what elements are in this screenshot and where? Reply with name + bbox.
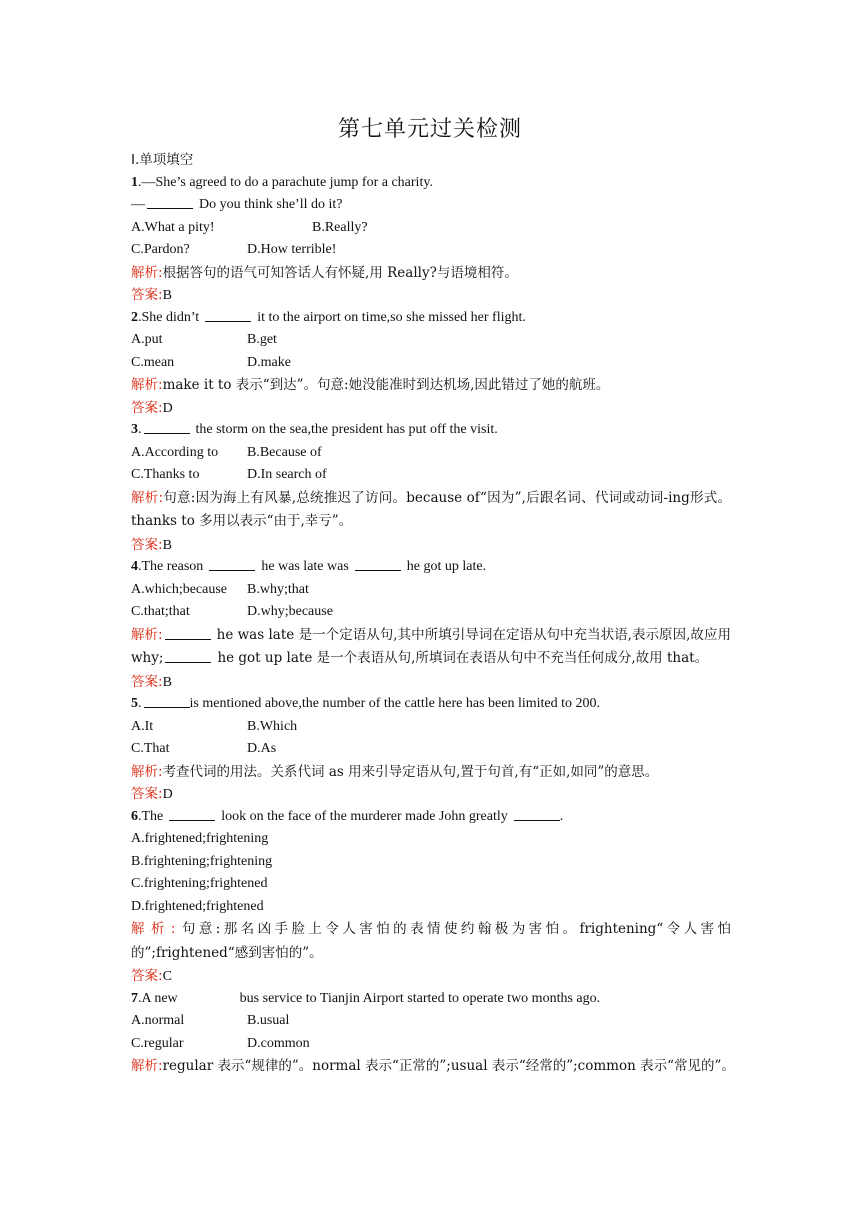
option-b: B.Really? bbox=[312, 219, 368, 235]
option-c: C.that;that bbox=[131, 604, 190, 619]
question-text: .She didn’t bbox=[138, 309, 200, 325]
question-4-explanation bbox=[131, 624, 731, 671]
dash: — bbox=[131, 197, 145, 212]
question-4-stem bbox=[131, 556, 731, 579]
question-7-stem bbox=[131, 988, 731, 1011]
question-text: . bbox=[559, 808, 564, 824]
question-list bbox=[131, 149, 735, 1078]
explanation-text: 句意:因为海上有风暴,总统推迟了访问。because of“因为”,后跟名词、代词或动词-ing形式。thanks to 多用以表示“由于,幸亏”。 bbox=[131, 489, 731, 529]
question-2-stem bbox=[131, 307, 731, 330]
explanation-label: 解析: bbox=[131, 763, 163, 780]
question-text: bus service to Tianjin Airport started to operate two months ago. bbox=[239, 990, 601, 1006]
question-text: .—She’s agreed to do a parachute jump for a charity. bbox=[138, 174, 433, 190]
option-b: B.get bbox=[247, 332, 277, 347]
option-d: D.why;because bbox=[247, 604, 333, 619]
question-text: .The reason bbox=[138, 559, 204, 574]
answer-label: 答案: bbox=[131, 287, 163, 303]
option-b: B.Which bbox=[247, 718, 298, 734]
option-d: D.How terrible! bbox=[247, 242, 337, 257]
option-a: A.which;because bbox=[131, 581, 228, 597]
option-b: B.frightening;frightening bbox=[131, 853, 273, 869]
question-1-answer bbox=[131, 284, 731, 307]
option-c: C.Thanks to bbox=[131, 467, 200, 482]
question-text: is mentioned above,the number of the cattle here has been limited to 200. bbox=[189, 696, 601, 711]
option-d: D.make bbox=[247, 354, 291, 370]
question-4-answer bbox=[131, 671, 731, 694]
answer-value: B bbox=[162, 674, 172, 690]
option-d: D.As bbox=[247, 741, 277, 756]
question-7-explanation bbox=[131, 1055, 735, 1078]
option-a: A.put bbox=[131, 332, 163, 347]
question-number: 7 bbox=[131, 990, 138, 1006]
question-6-option-b bbox=[131, 851, 731, 874]
option-b: B.usual bbox=[247, 1013, 290, 1028]
question-text: the storm on the sea,the president has put off the visit. bbox=[195, 422, 498, 437]
question-2-answer bbox=[131, 397, 731, 420]
question-5-explanation bbox=[131, 761, 731, 784]
answer-blank bbox=[355, 556, 401, 571]
question-text: .A new bbox=[138, 990, 178, 1006]
question-5-options-cd bbox=[131, 738, 731, 761]
question-1-stem-line2 bbox=[131, 194, 731, 217]
explanation-label: 解析: bbox=[131, 626, 163, 643]
explanation-text: regular 表示“规律的”。normal 表示“正常的”;usual 表示“经常的”;common 表示“常见的”。 bbox=[162, 1058, 735, 1074]
question-number: 3 bbox=[131, 422, 138, 437]
explanation-label: 解析: bbox=[131, 1058, 163, 1074]
question-text: it to the airport on time,so she missed her flight. bbox=[257, 309, 526, 325]
option-d: D.frightened;frightened bbox=[131, 898, 264, 914]
question-1-explanation bbox=[131, 262, 731, 285]
answer-label: 答案: bbox=[131, 536, 163, 553]
option-b: B.why;that bbox=[247, 581, 309, 597]
question-1-stem bbox=[131, 172, 731, 195]
answer-blank bbox=[169, 806, 215, 821]
option-a: A.What a pity! bbox=[131, 219, 215, 235]
question-6-explanation bbox=[131, 918, 731, 965]
answer-value: D bbox=[162, 787, 173, 802]
question-text: Do you think she’ll do it? bbox=[199, 197, 343, 212]
question-number: 4 bbox=[131, 559, 138, 574]
question-2-explanation bbox=[131, 374, 731, 397]
question-3-options-cd bbox=[131, 464, 731, 487]
question-text: he got up late. bbox=[406, 559, 487, 574]
question-6-option-d bbox=[131, 896, 731, 919]
answer-blank bbox=[147, 194, 193, 209]
question-7-options-cd bbox=[131, 1033, 731, 1056]
answer-blank bbox=[165, 648, 211, 663]
question-4-options-cd bbox=[131, 601, 731, 624]
question-3-stem bbox=[131, 419, 731, 442]
question-text: look on the face of the murderer made John greatly bbox=[221, 808, 508, 824]
option-b: B.Because of bbox=[247, 444, 322, 460]
question-number: 5 bbox=[131, 696, 138, 711]
answer-label: 答案: bbox=[131, 968, 163, 984]
option-c: C.mean bbox=[131, 354, 175, 370]
question-5-answer bbox=[131, 783, 731, 806]
question-text: .The bbox=[138, 808, 164, 824]
question-1-options-cd bbox=[131, 239, 731, 262]
question-text: . bbox=[138, 422, 142, 437]
explanation-text: 根据答句的语气可知答话人有怀疑,用 Really?与语境相符。 bbox=[162, 264, 518, 281]
answer-blank bbox=[514, 806, 560, 821]
option-c: C.frightening;frightened bbox=[131, 876, 268, 891]
section-heading: Ⅰ.单项填空 bbox=[131, 152, 194, 168]
answer-value: C bbox=[162, 969, 172, 984]
explanation-text: he was late 是一个定语从句,其中所填引导词在定语从句中充当状语,表示原因,故应用 why; bbox=[131, 626, 731, 666]
option-a: A.normal bbox=[131, 1013, 185, 1028]
option-c: C.regular bbox=[131, 1035, 184, 1051]
explanation-label: 解析: bbox=[131, 921, 179, 937]
explanation-text: 考查代词的用法。关系代词 as 用来引导定语从句,置于句首,有“正如,如同”的意思。 bbox=[162, 763, 659, 780]
option-a: A.It bbox=[131, 718, 154, 734]
answer-value: B bbox=[162, 537, 172, 553]
explanation-text: 句意:那名凶手脸上令人害怕的表情使约翰极为害怕。frightening“令人害怕的”;frightened“感到害怕的”。 bbox=[131, 921, 731, 961]
answer-label: 答案: bbox=[131, 786, 163, 802]
answer-blank bbox=[144, 693, 190, 708]
question-3-options-ab bbox=[131, 442, 731, 465]
question-text: he was late was bbox=[261, 559, 349, 574]
option-d: D.common bbox=[247, 1035, 310, 1051]
explanation-label: 解析: bbox=[131, 489, 164, 506]
page-title: 第七单元过关检测 bbox=[337, 117, 522, 142]
question-6-answer bbox=[131, 965, 731, 988]
answer-value: D bbox=[162, 400, 173, 416]
answer-label: 答案: bbox=[131, 673, 163, 690]
question-6-stem bbox=[131, 806, 731, 829]
question-4-options-ab bbox=[131, 579, 731, 602]
option-a: A.According to bbox=[131, 444, 219, 460]
answer-value: B bbox=[162, 288, 172, 303]
question-1-options-ab bbox=[131, 217, 731, 240]
question-number: 1 bbox=[131, 174, 138, 190]
question-number: 2 bbox=[131, 309, 138, 325]
question-5-options-ab bbox=[131, 716, 731, 739]
question-6-option-c bbox=[131, 873, 731, 896]
question-text: . bbox=[138, 696, 142, 711]
answer-blank bbox=[209, 556, 255, 571]
explanation-label: 解析: bbox=[131, 264, 163, 281]
answer-blank bbox=[165, 625, 211, 640]
option-d: D.In search of bbox=[247, 467, 327, 482]
question-5-stem bbox=[131, 693, 731, 716]
question-7-options-ab bbox=[131, 1010, 731, 1033]
answer-label: 答案: bbox=[131, 399, 163, 416]
answer-blank bbox=[144, 419, 190, 434]
question-3-explanation bbox=[131, 487, 731, 534]
answer-blank bbox=[205, 307, 251, 322]
question-number: 6 bbox=[131, 808, 138, 824]
explanation-text: he got up late 是一个表语从句,所填词在表语从句中不充当任何成分,故用 that。 bbox=[217, 650, 709, 666]
question-2-options-ab bbox=[131, 329, 731, 352]
option-a: A.frightened;frightening bbox=[131, 831, 269, 846]
explanation-label: 解析: bbox=[131, 377, 163, 393]
question-3-answer bbox=[131, 534, 731, 557]
explanation-text: make it to 表示“到达”。句意:她没能准时到达机场,因此错过了她的航班。 bbox=[162, 377, 610, 393]
question-6-option-a bbox=[131, 828, 731, 851]
option-c: C.Pardon? bbox=[131, 242, 190, 257]
question-2-options-cd bbox=[131, 352, 731, 375]
option-c: C.That bbox=[131, 741, 170, 756]
